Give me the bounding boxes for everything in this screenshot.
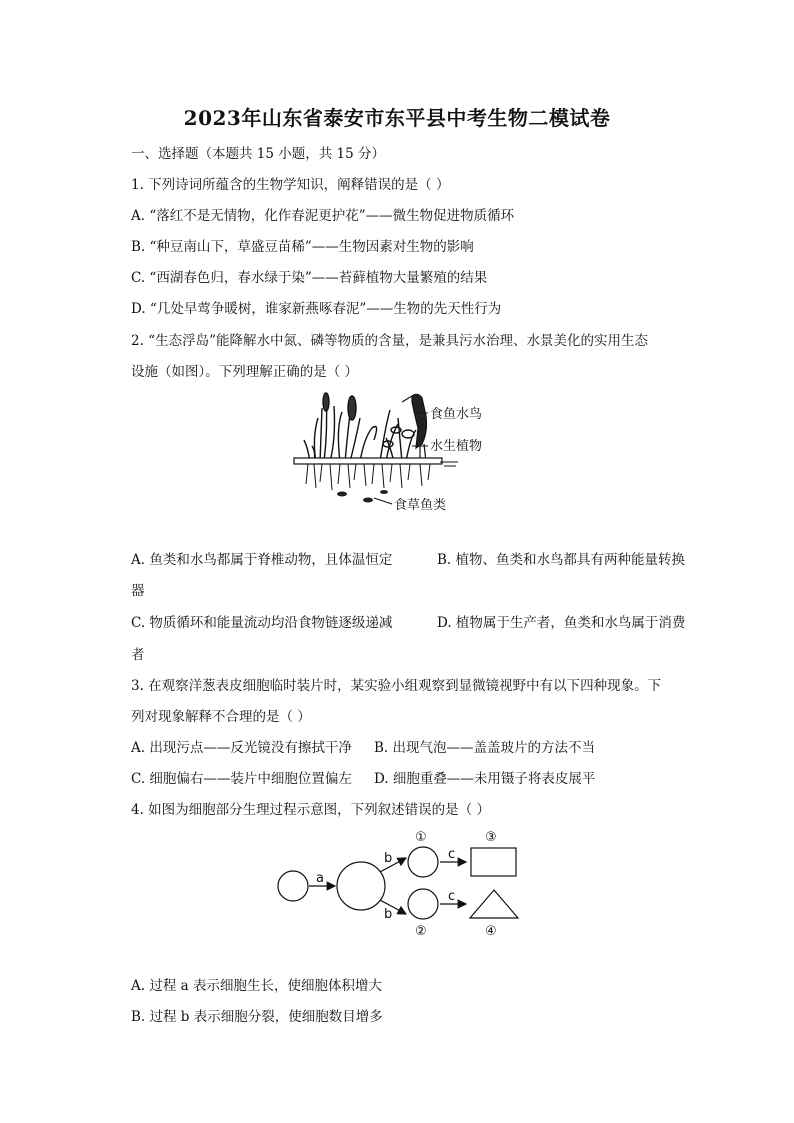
label-n2: ②: [415, 924, 427, 939]
label-b-bottom: b: [384, 907, 393, 922]
question-3-stem-line1: 3. 在观察洋葱表皮细胞临时装片时，某实验小组观察到显微镜视野中有以下四种现象。下: [131, 678, 662, 694]
label-c-bottom: c: [448, 889, 456, 904]
aquatic-plants-drawing: [304, 393, 416, 462]
label-n4: ④: [485, 924, 497, 939]
question-3-option-b: B. 出现气泡——盖盖玻片的方法不当: [374, 740, 596, 756]
question-3-option-d: D. 细胞重叠——未用镊子将表皮展平: [374, 771, 596, 787]
question-2-option-a: A. 鱼类和水鸟都属于脊椎动物，且体温恒定: [131, 552, 393, 568]
question-1-stem: 1. 下列诗词所蕴含的生物学知识，阐释错误的是（ ）: [131, 177, 450, 193]
question-2-option-c: C. 物质循环和能量流动均沿食物链逐级递减: [131, 615, 393, 631]
question-1-option-b: B. “种豆南山下，草盛豆苗稀”——生物因素对生物的影响: [131, 239, 474, 255]
label-plant: 水生植物: [430, 439, 483, 454]
question-2-option-b-line2: 器: [131, 583, 145, 599]
question-2-option-b-line1: B. 植物、鱼类和水鸟都具有两种能量转换: [437, 552, 686, 568]
question-1-option-d: D. “几处早莺争暖树，谁家新燕啄春泥”——生物的先天性行为: [131, 301, 502, 317]
label-n3: ③: [485, 830, 497, 845]
question-2-stem-line1: 2. “生态浮岛”能降解水中氮、磷等物质的含量，是兼具污水治理、水景美化的实用生态: [131, 333, 648, 349]
cell-start: [278, 871, 308, 901]
plant-roots: [306, 464, 430, 490]
question-3-option-c: C. 细胞偏右——装片中细胞位置偏左: [131, 771, 352, 787]
cell-grown: [337, 862, 385, 910]
question-2-option-d-line2: 者: [131, 647, 145, 663]
tissue-4-triangle: [470, 890, 518, 918]
cell-1: [408, 847, 438, 877]
cell-2: [408, 889, 438, 919]
label-fish: 食草鱼类: [394, 498, 447, 513]
tissue-3-rectangle: [471, 848, 516, 876]
ecological-float-island-figure: [290, 388, 520, 518]
page-title: 2023年山东省泰安市东平县中考生物二模试卷: [183, 106, 611, 130]
question-2-option-d-line1: D. 植物属于生产者，鱼类和水鸟属于消费: [437, 615, 686, 631]
question-3-option-a: A. 出现污点——反光镜没有擦拭干净: [131, 740, 352, 756]
label-b-top: b: [384, 851, 393, 866]
cell-process-diagram: [272, 822, 532, 942]
question-4-stem: 4. 如图为细胞部分生理过程示意图，下列叙述错误的是（ ）: [131, 802, 490, 818]
fish-eating-bird-drawing: [402, 394, 427, 462]
label-c-top: c: [448, 847, 456, 862]
question-4-option-b: B. 过程 b 表示细胞分裂，使细胞数目增多: [131, 1009, 383, 1025]
question-3-stem-line2: 列对现象解释不合理的是（ ）: [131, 709, 311, 725]
question-4-option-a: A. 过程 a 表示细胞生长，使细胞体积增大: [131, 978, 382, 994]
section-heading: 一、选择题（本题共 15 小题，共 15 分）: [131, 146, 386, 162]
label-n1: ①: [415, 830, 427, 845]
question-1-option-a: A. “落红不是无情物，化作春泥更护花”——微生物促进物质循环: [131, 208, 515, 224]
water-surface: [440, 462, 458, 466]
float-board: [294, 458, 442, 464]
question-1-option-c: C. “西湖春色归，春水绿于染”——苔藓植物大量繁殖的结果: [131, 270, 488, 286]
question-2-stem-line2: 设施（如图）。下列理解正确的是（ ）: [131, 364, 359, 380]
label-a: a: [316, 871, 324, 886]
label-bird: 食鱼水鸟: [430, 407, 483, 422]
